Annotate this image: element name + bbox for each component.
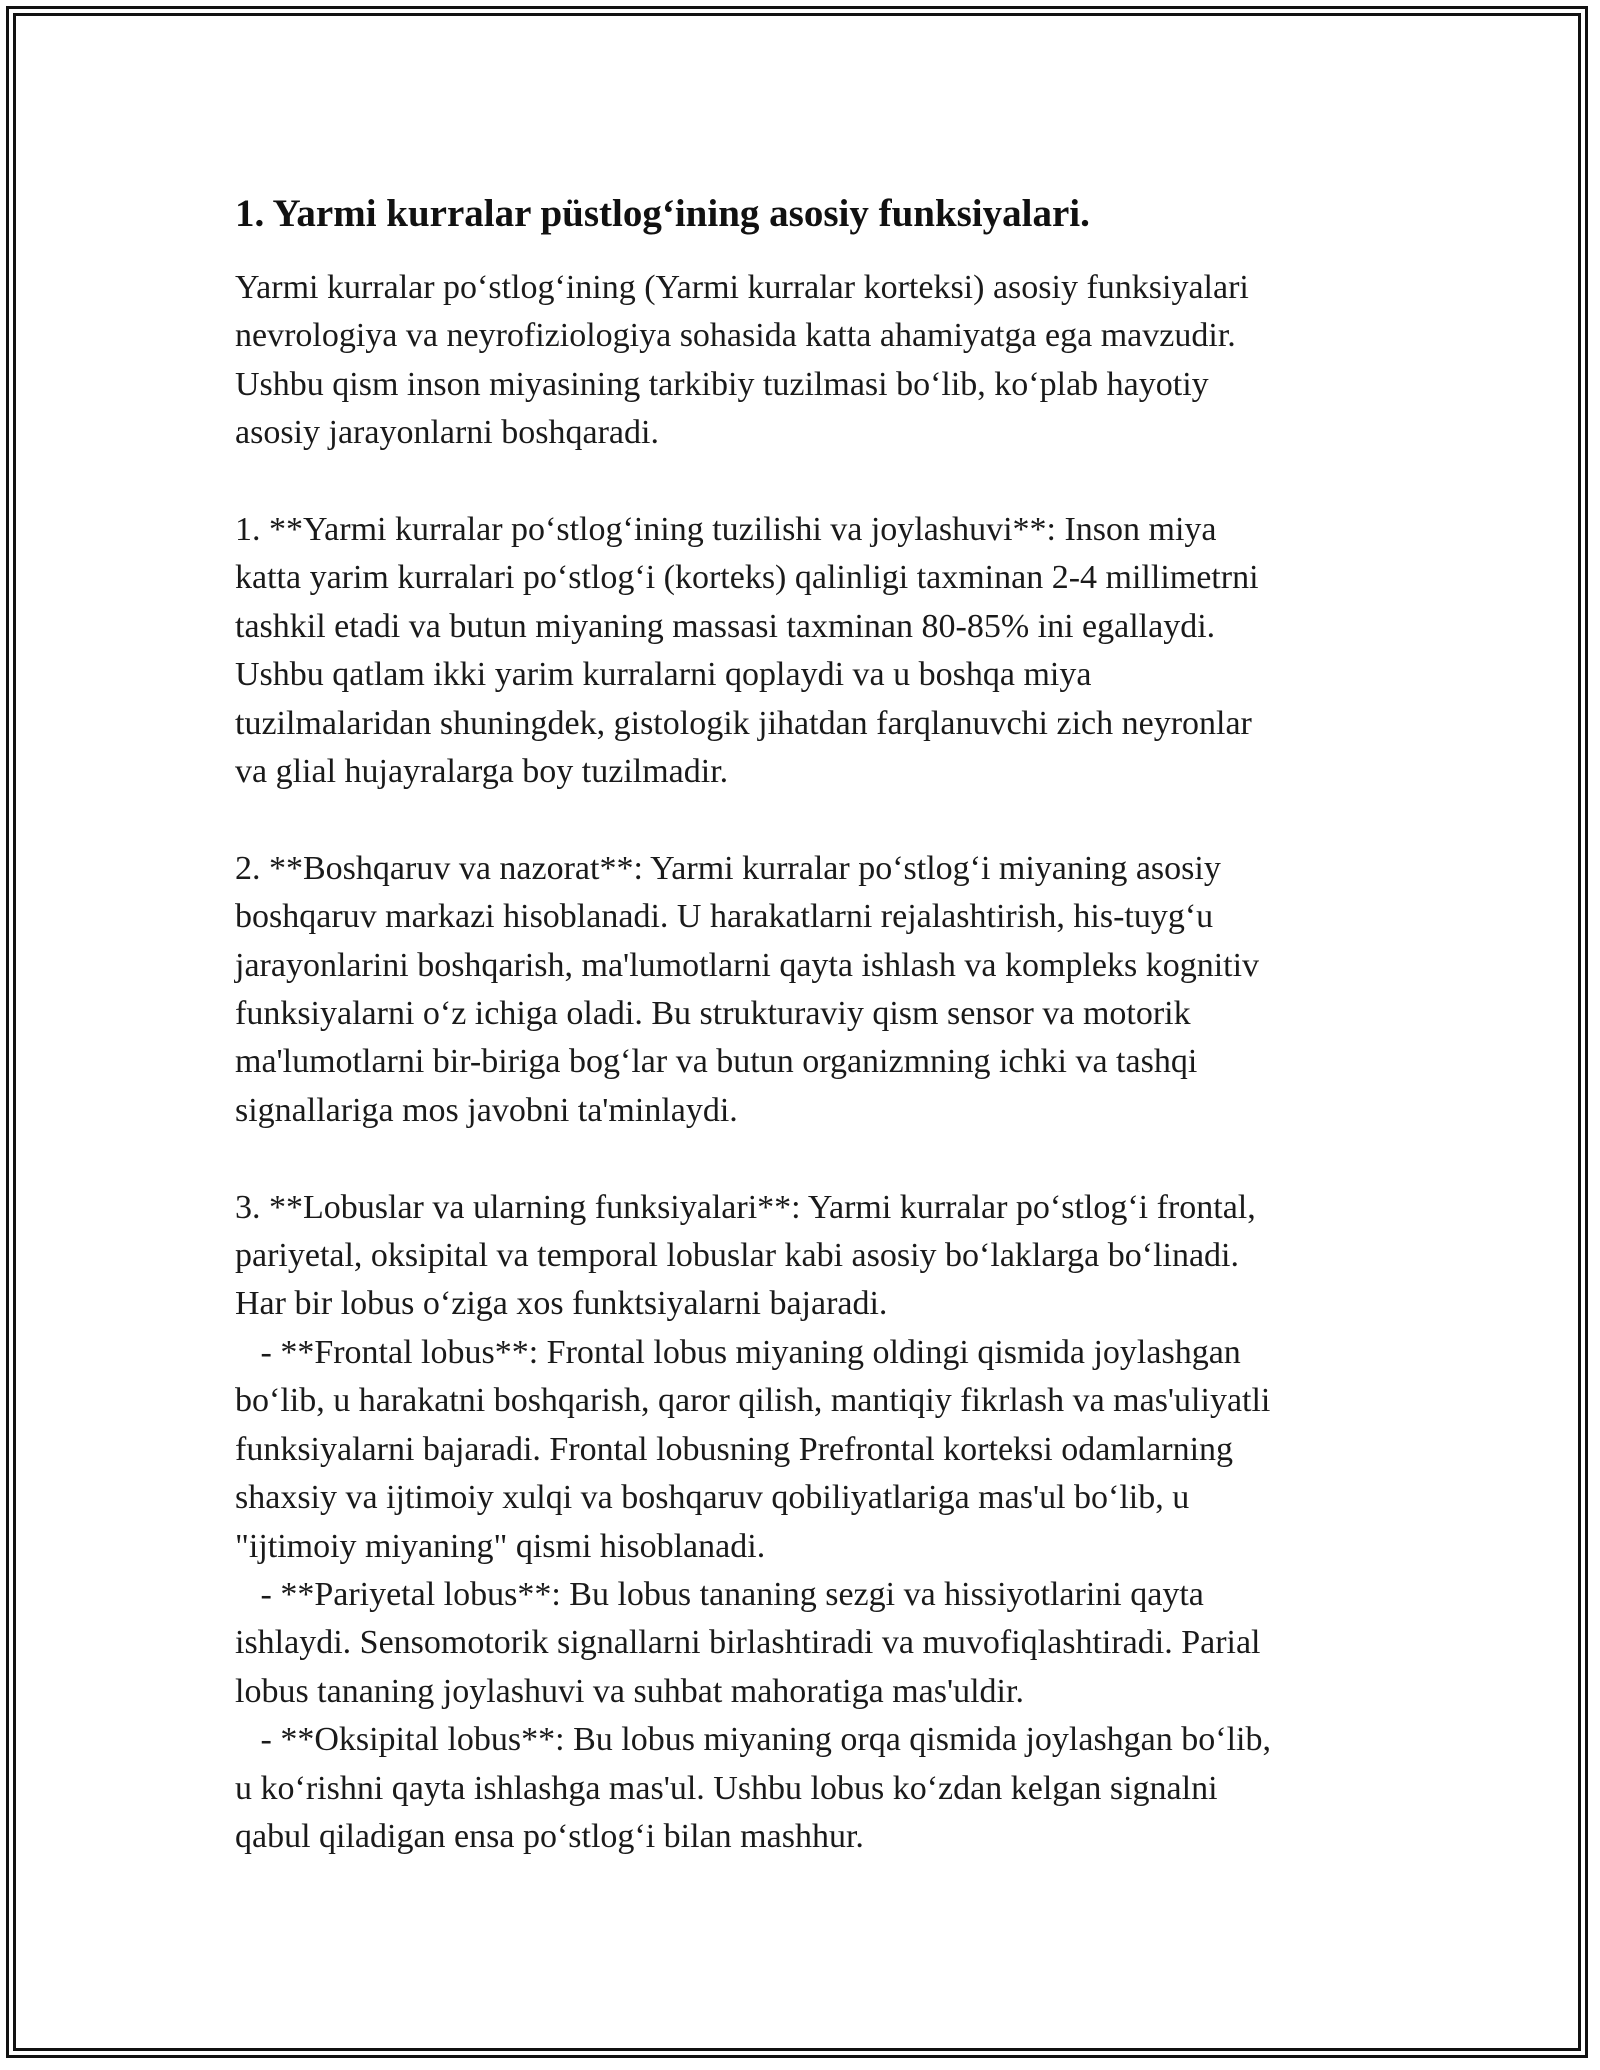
text-line: va glial hujayralarga boy tuzilmadir. xyxy=(235,753,729,791)
text-line: funksiyalarni o‘z ichiga oladi. Bu strukturaviy qism sensor va motorik xyxy=(235,995,1191,1033)
text-line: - **Oksipital lobus**: Bu lobus miyaning orqa qismida joylashgan bo‘lib, xyxy=(235,1721,1271,1759)
text-line: asosiy jarayonlarni boshqaradi. xyxy=(235,414,659,452)
text-line: 1. **Yarmi kurralar po‘stlog‘ining tuzilishi va joylashuvi**: Inson miya xyxy=(235,511,1217,549)
text-line: boshqaruv markazi hisoblanadi. U harakatlarni rejalashtirish, his-tuyg‘u xyxy=(235,898,1214,936)
text-line: Ushbu qism inson miyasining tarkibiy tuzilmasi bo‘lib, ko‘plab hayotiy xyxy=(235,365,1209,403)
text-line: Har bir lobus o‘ziga xos funktsiyalarni bajaradi. xyxy=(235,1285,888,1323)
paragraph-gap xyxy=(235,796,1365,844)
text-line: Ushbu qatlam ikki yarim kurralarni qoplaydi va u boshqa miya xyxy=(235,656,1092,694)
text-line: ishlaydi. Sensomotorik signallarni birlashtiradi va muvofiqlashtiradi. Parial xyxy=(235,1624,1261,1662)
text-line: - **Pariyetal lobus**: Bu lobus tananing sezgi va hissiyotlarini qayta xyxy=(235,1575,1204,1613)
text-line: ma'lumotlarni bir-biriga bog‘lar va butun organizmning ichki va tashqi xyxy=(235,1043,1198,1081)
text-line: 3. **Lobuslar va ularning funksiyalari**: Yarmi kurralar po‘stlog‘i frontal, xyxy=(235,1188,1256,1226)
paragraph xyxy=(235,845,1365,1135)
paragraph-list xyxy=(235,264,1365,1861)
text-line: "ijtimoiy miyaning" qismi hisoblanadi. xyxy=(235,1527,766,1565)
text-line: - **Frontal lobus**: Frontal lobus miyaning oldingi qismida joylashgan xyxy=(235,1333,1241,1371)
text-line: tuzilmalaridan shuningdek, gistologik jihatdan farqlanuvchi zich neyronlar xyxy=(235,704,1252,742)
text-line: shaxsiy va ijtimoiy xulqi va boshqaruv qobiliyatlariga mas'ul bo‘lib, u xyxy=(235,1479,1190,1517)
text-line: funksiyalarni bajaradi. Frontal lobusning Prefrontal korteksi odamlarning xyxy=(235,1430,1234,1468)
text-line: signallariga mos javobni ta'minlaydi. xyxy=(235,1091,738,1129)
text-line: katta yarim kurralari po‘stlog‘i (korteks) qalinligi taxminan 2-4 millimetrni xyxy=(235,559,1259,597)
text-line: lobus tananing joylashuvi va suhbat mahoratiga mas'uldir. xyxy=(235,1672,1024,1710)
paragraph-gap xyxy=(235,1135,1365,1183)
text-line: pariyetal, oksipital va temporal lobuslar kabi asosiy bo‘laklarga bo‘linadi. xyxy=(235,1237,1239,1275)
paragraph xyxy=(235,1184,1365,1862)
text-line: nevrologiya va neyrofiziologiya sohasida katta ahamiyatga ega mavzudir. xyxy=(235,317,1236,355)
document-body xyxy=(235,188,1365,1861)
paragraph xyxy=(235,264,1365,458)
text-line: Yarmi kurralar po‘stlog‘ining (Yarmi kurralar korteksi) asosiy funksiyalari xyxy=(235,269,1249,306)
text-line: bo‘lib, u harakatni boshqarish, qaror qilish, mantiqiy fikrlash va mas'uliyatli xyxy=(235,1382,1271,1420)
paragraph-gap xyxy=(235,458,1365,506)
section-heading: 1. Yarmi kurralar püstlog‘ining asosiy funksiyalari. xyxy=(235,192,1090,235)
text-line: qabul qiladigan ensa po‘stlog‘i bilan mashhur. xyxy=(235,1817,864,1855)
text-line: tashkil etadi va butun miyaning massasi taxminan 80-85% ini egallaydi. xyxy=(235,607,1216,645)
text-line: u ko‘rishni qayta ishlashga mas'ul. Ushbu lobus ko‘zdan kelgan signalni xyxy=(235,1769,1218,1807)
text-line: jarayonlarini boshqarish, ma'lumotlarni qayta ishlash va kompleks kognitiv xyxy=(235,946,1260,984)
paragraph xyxy=(235,506,1365,796)
text-line: 2. **Boshqaruv va nazorat**: Yarmi kurralar po‘stlog‘i miyaning asosiy xyxy=(235,849,1221,887)
